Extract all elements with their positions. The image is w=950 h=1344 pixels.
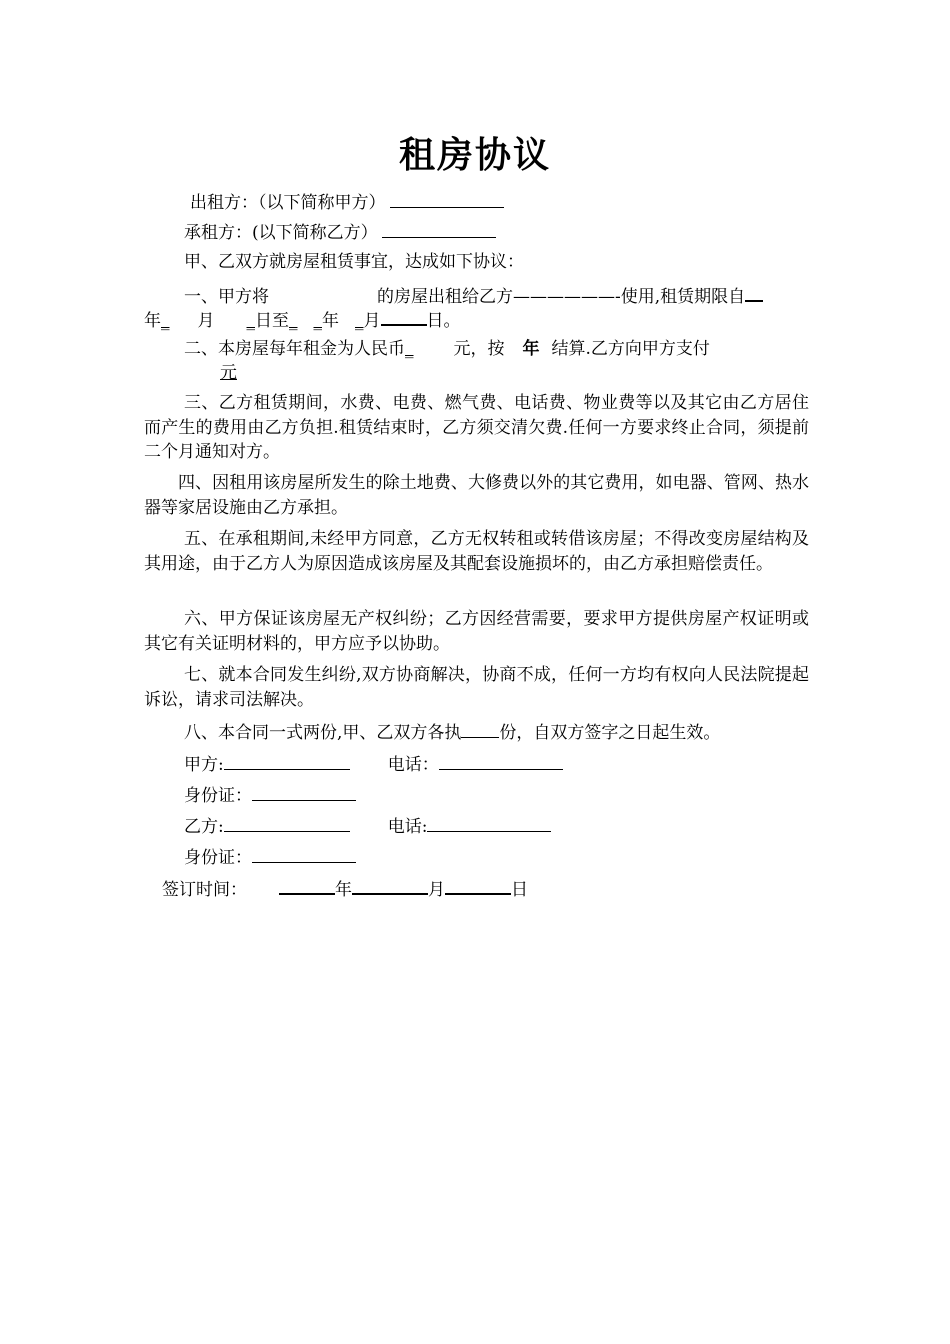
lessee-line <box>184 219 496 245</box>
sign-time-line <box>162 875 528 902</box>
clause-1-line-1 <box>184 282 763 309</box>
party-a-line <box>184 751 563 777</box>
sign-year-blank <box>279 875 335 895</box>
clause-2-yuan: 元 <box>220 363 237 383</box>
clause-1-blank-start <box>745 282 763 302</box>
id-label-b: 身份证： <box>184 848 252 868</box>
clause-1-text-c: 使用,租赁期限自 <box>620 287 746 307</box>
party-b-line <box>184 813 551 839</box>
clause-8-text-b: 份，自双方签字之日起生效。 <box>499 723 721 743</box>
clause-1-text-a: 一、甲方将 <box>184 287 269 307</box>
sign-day-blank <box>445 875 511 895</box>
id-b-line <box>184 844 356 870</box>
lessor-blank <box>390 189 504 208</box>
clause-8-line <box>184 719 720 745</box>
clause-2-line-2 <box>220 361 237 385</box>
party-b-blank <box>224 813 350 832</box>
clause-1-year-1: 年 <box>144 311 161 331</box>
clause-1-blank-day <box>381 306 427 326</box>
clause-2-line-1: 二、本房屋每年租金为人民币_ 元，按 年 结算.乙方向甲方支付 <box>184 339 710 359</box>
clause-7: 七、就本合同发生纠纷,双方协商解决，协商不成，任何一方均有权向人民法院提起诉讼，请求司法解决。 <box>144 665 809 710</box>
phone-label-b: 电话: <box>387 817 428 837</box>
phone-b-blank <box>427 813 551 832</box>
clause-8-text-a: 八、本合同一式两份,甲、乙双方各执 <box>184 723 462 743</box>
lessor-line <box>190 189 504 215</box>
page-title: 租房协议 <box>398 135 551 176</box>
clause-2-text-b: 元，按 <box>453 339 505 359</box>
clause-2-text-c: 结算.乙方向甲方支付 <box>551 339 710 359</box>
clause-4: 四、因租用该房屋所发生的除土地费、大修费以外的其它费用，如电器、管网、热水器等家居设施由乙方承担。 <box>144 473 809 518</box>
clause-1-year-2: 年 <box>322 311 339 331</box>
clause-3: 三、乙方租赁期间，水费、电费、燃气费、电话费、物业费等以及其它由乙方居住而产生的费用由乙方负担.租赁结束时，乙方须交清欠费.任何一方要求终止合同，须提前二个月通知对方。 <box>144 393 809 462</box>
clause-1-day: 日。 <box>426 311 461 331</box>
sign-month-label: 月 <box>428 880 445 900</box>
intro-line: 甲、乙双方就房屋租赁事宜，达成如下协议： <box>184 252 524 272</box>
id-b-blank <box>252 844 356 863</box>
clause-5: 五、在承租期间,未经甲方同意，乙方无权转租或转借该房屋；不得改变房屋结构及其用途，由于乙方人为原因造成该房屋及其配套设施损坏的，由乙方承担赔偿责任。 <box>144 529 809 574</box>
id-a-line <box>184 782 356 808</box>
clause-1-month-1: 月 <box>197 311 215 331</box>
sign-year-label: 年 <box>335 880 352 900</box>
id-label-a: 身份证： <box>184 786 252 806</box>
lessee-label: 承租方：(以下简称乙方） <box>184 223 378 243</box>
clause-2-text-a: 二、本房屋每年租金为人民币 <box>184 339 405 359</box>
lessee-blank <box>382 219 496 238</box>
sign-month-blank <box>352 875 428 895</box>
sign-time-label: 签订时间： <box>162 880 247 900</box>
phone-a-blank <box>439 751 563 770</box>
clause-1-to: 日至 <box>255 311 289 331</box>
clause-1-dashes: ——————- <box>513 287 621 307</box>
party-a-label: 甲方: <box>184 755 224 775</box>
clause-2-year: 年 <box>522 339 540 359</box>
lessor-label: 出租方：（以下简称甲方） <box>190 193 386 213</box>
party-a-blank <box>224 751 350 770</box>
clause-1-month-2: 月 <box>363 311 381 331</box>
clause-6: 六、甲方保证该房屋无产权纠纷；乙方因经营需要，要求甲方提供房屋产权证明或其它有关证明材料的，甲方应予以协助。 <box>144 609 809 654</box>
id-a-blank <box>252 782 356 801</box>
party-b-label: 乙方: <box>184 817 224 837</box>
phone-label-a: 电话： <box>387 755 439 775</box>
sign-day-label: 日 <box>511 880 528 900</box>
clause-1-line-2: 年_ 月 _日至_ _年 _月 日。 <box>144 306 461 333</box>
clause-8-blank <box>461 719 499 738</box>
clause-1-text-b: 的房屋出租给乙方 <box>377 287 513 307</box>
